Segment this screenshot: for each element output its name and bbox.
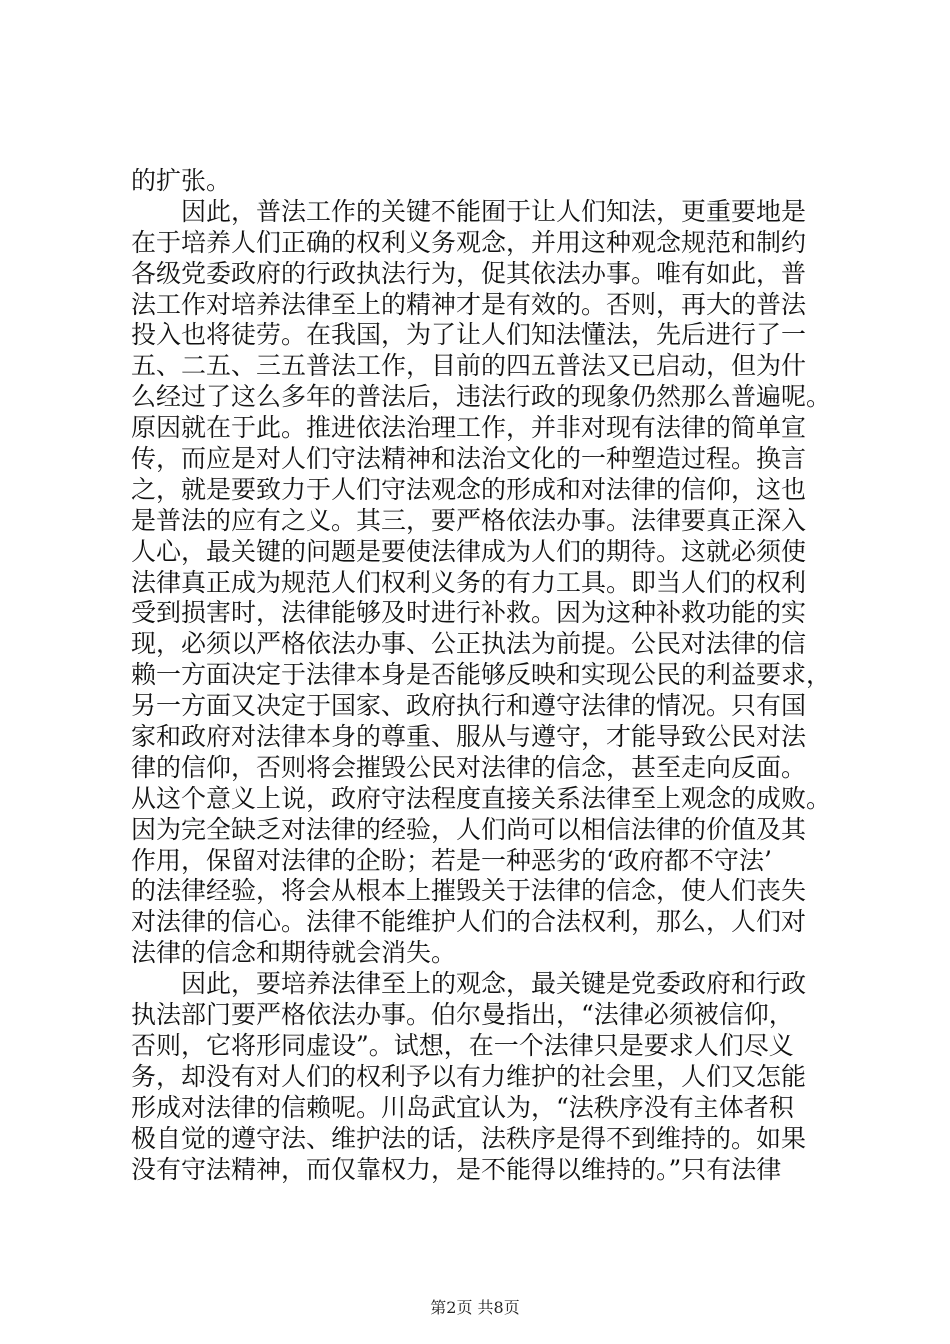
- text-line: 务，却没有对人们的权利予以有力维护的社会里，人们又怎能: [131, 1061, 807, 1091]
- text-line: 另一方面又决定于国家、政府执行和遵守法律的情况。只有国: [131, 691, 807, 721]
- text-line: 因此，要培养法律至上的观念，最关键是党委政府和行政: [181, 969, 807, 999]
- text-line: 赖一方面决定于法律本身是否能够反映和实现公民的利益要求，: [131, 660, 832, 690]
- text-line: 传，而应是对人们守法精神和法治文化的一种塑造过程。换言: [131, 444, 807, 474]
- text-line: 在于培养人们正确的权利义务观念，并用这种观念规范和制约: [131, 227, 807, 257]
- text-line: 否则，它将形同虚设”。试想，在一个法律只是要求人们尽义: [131, 1030, 794, 1060]
- document-body: [131, 166, 831, 1185]
- text-line: 执法部门要严格依法办事。伯尔曼指出，“法律必须被信仰，: [131, 1000, 794, 1030]
- text-line: 律的信仰，否则将会摧毁公民对法律的信念，甚至走向反面。: [131, 752, 807, 782]
- text-line: 原因就在于此。推进依法治理工作，并非对现有法律的简单宣: [131, 413, 807, 443]
- text-line: 从这个意义上说，政府守法程度直接关系法律至上观念的成败。: [131, 783, 832, 813]
- text-line: 各级党委政府的行政执法行为，促其依法办事。唯有如此，普: [131, 258, 807, 288]
- page-number-label: 第2页 共8页: [430, 1298, 520, 1317]
- text-line: 法律的信念和期待就会消失。: [131, 938, 457, 968]
- text-line: 作用，保留对法律的企盼；若是一种恶劣的‘政府都不守法’: [131, 845, 772, 875]
- text-line: 的扩张。: [131, 166, 232, 195]
- text-line: 没有守法精神，而仅靠权力，是不能得以维持的。”只有法律: [131, 1154, 782, 1184]
- text-line: 之，就是要致力于人们守法观念的形成和对法律的信仰，这也: [131, 474, 807, 504]
- text-line: 五、二五、三五普法工作，目前的四五普法又已启动，但为什: [131, 351, 807, 381]
- text-line: 极自觉的遵守法、维护法的话，法秩序是得不到维持的。如果: [131, 1123, 807, 1153]
- text-line: 家和政府对法律本身的尊重、服从与遵守，才能导致公民对法: [131, 722, 807, 752]
- text-line: 人心，最关键的问题是要使法律成为人们的期待。这就必须使: [131, 536, 807, 566]
- text-line: 因此，普法工作的关键不能囿于让人们知法，更重要地是: [181, 196, 807, 226]
- text-line: 现，必须以严格依法办事、公正执法为前提。公民对法律的信: [131, 629, 807, 659]
- page-footer: [0, 1295, 950, 1318]
- text-line: 么经过了这么多年的普法后，违法行政的现象仍然那么普遍呢。: [131, 382, 832, 412]
- text-line: 因为完全缺乏对法律的经验，人们尚可以相信法律的价值及其: [131, 814, 807, 844]
- text-line: 法律真正成为规范人们权利义务的有力工具。即当人们的权利: [131, 567, 807, 597]
- text-line: 对法律的信心。法律不能维护人们的合法权利，那么，人们对: [131, 907, 807, 937]
- text-line: 法工作对培养法律至上的精神才是有效的。否则，再大的普法: [131, 289, 807, 319]
- text-line: 的法律经验，将会从根本上摧毁关于法律的信念，使人们丧失: [131, 876, 807, 906]
- text-line: 形成对法律的信赖呢。川岛武宜认为，“法秩序没有主体者积: [131, 1092, 794, 1122]
- text-line: 是普法的应有之义。其三，要严格依法办事。法律要真正深入: [131, 505, 807, 535]
- text-line: 投入也将徒劳。在我国，为了让人们知法懂法，先后进行了一: [131, 320, 807, 350]
- text-line: 受到损害时，法律能够及时进行补救。因为这种补救功能的实: [131, 598, 807, 628]
